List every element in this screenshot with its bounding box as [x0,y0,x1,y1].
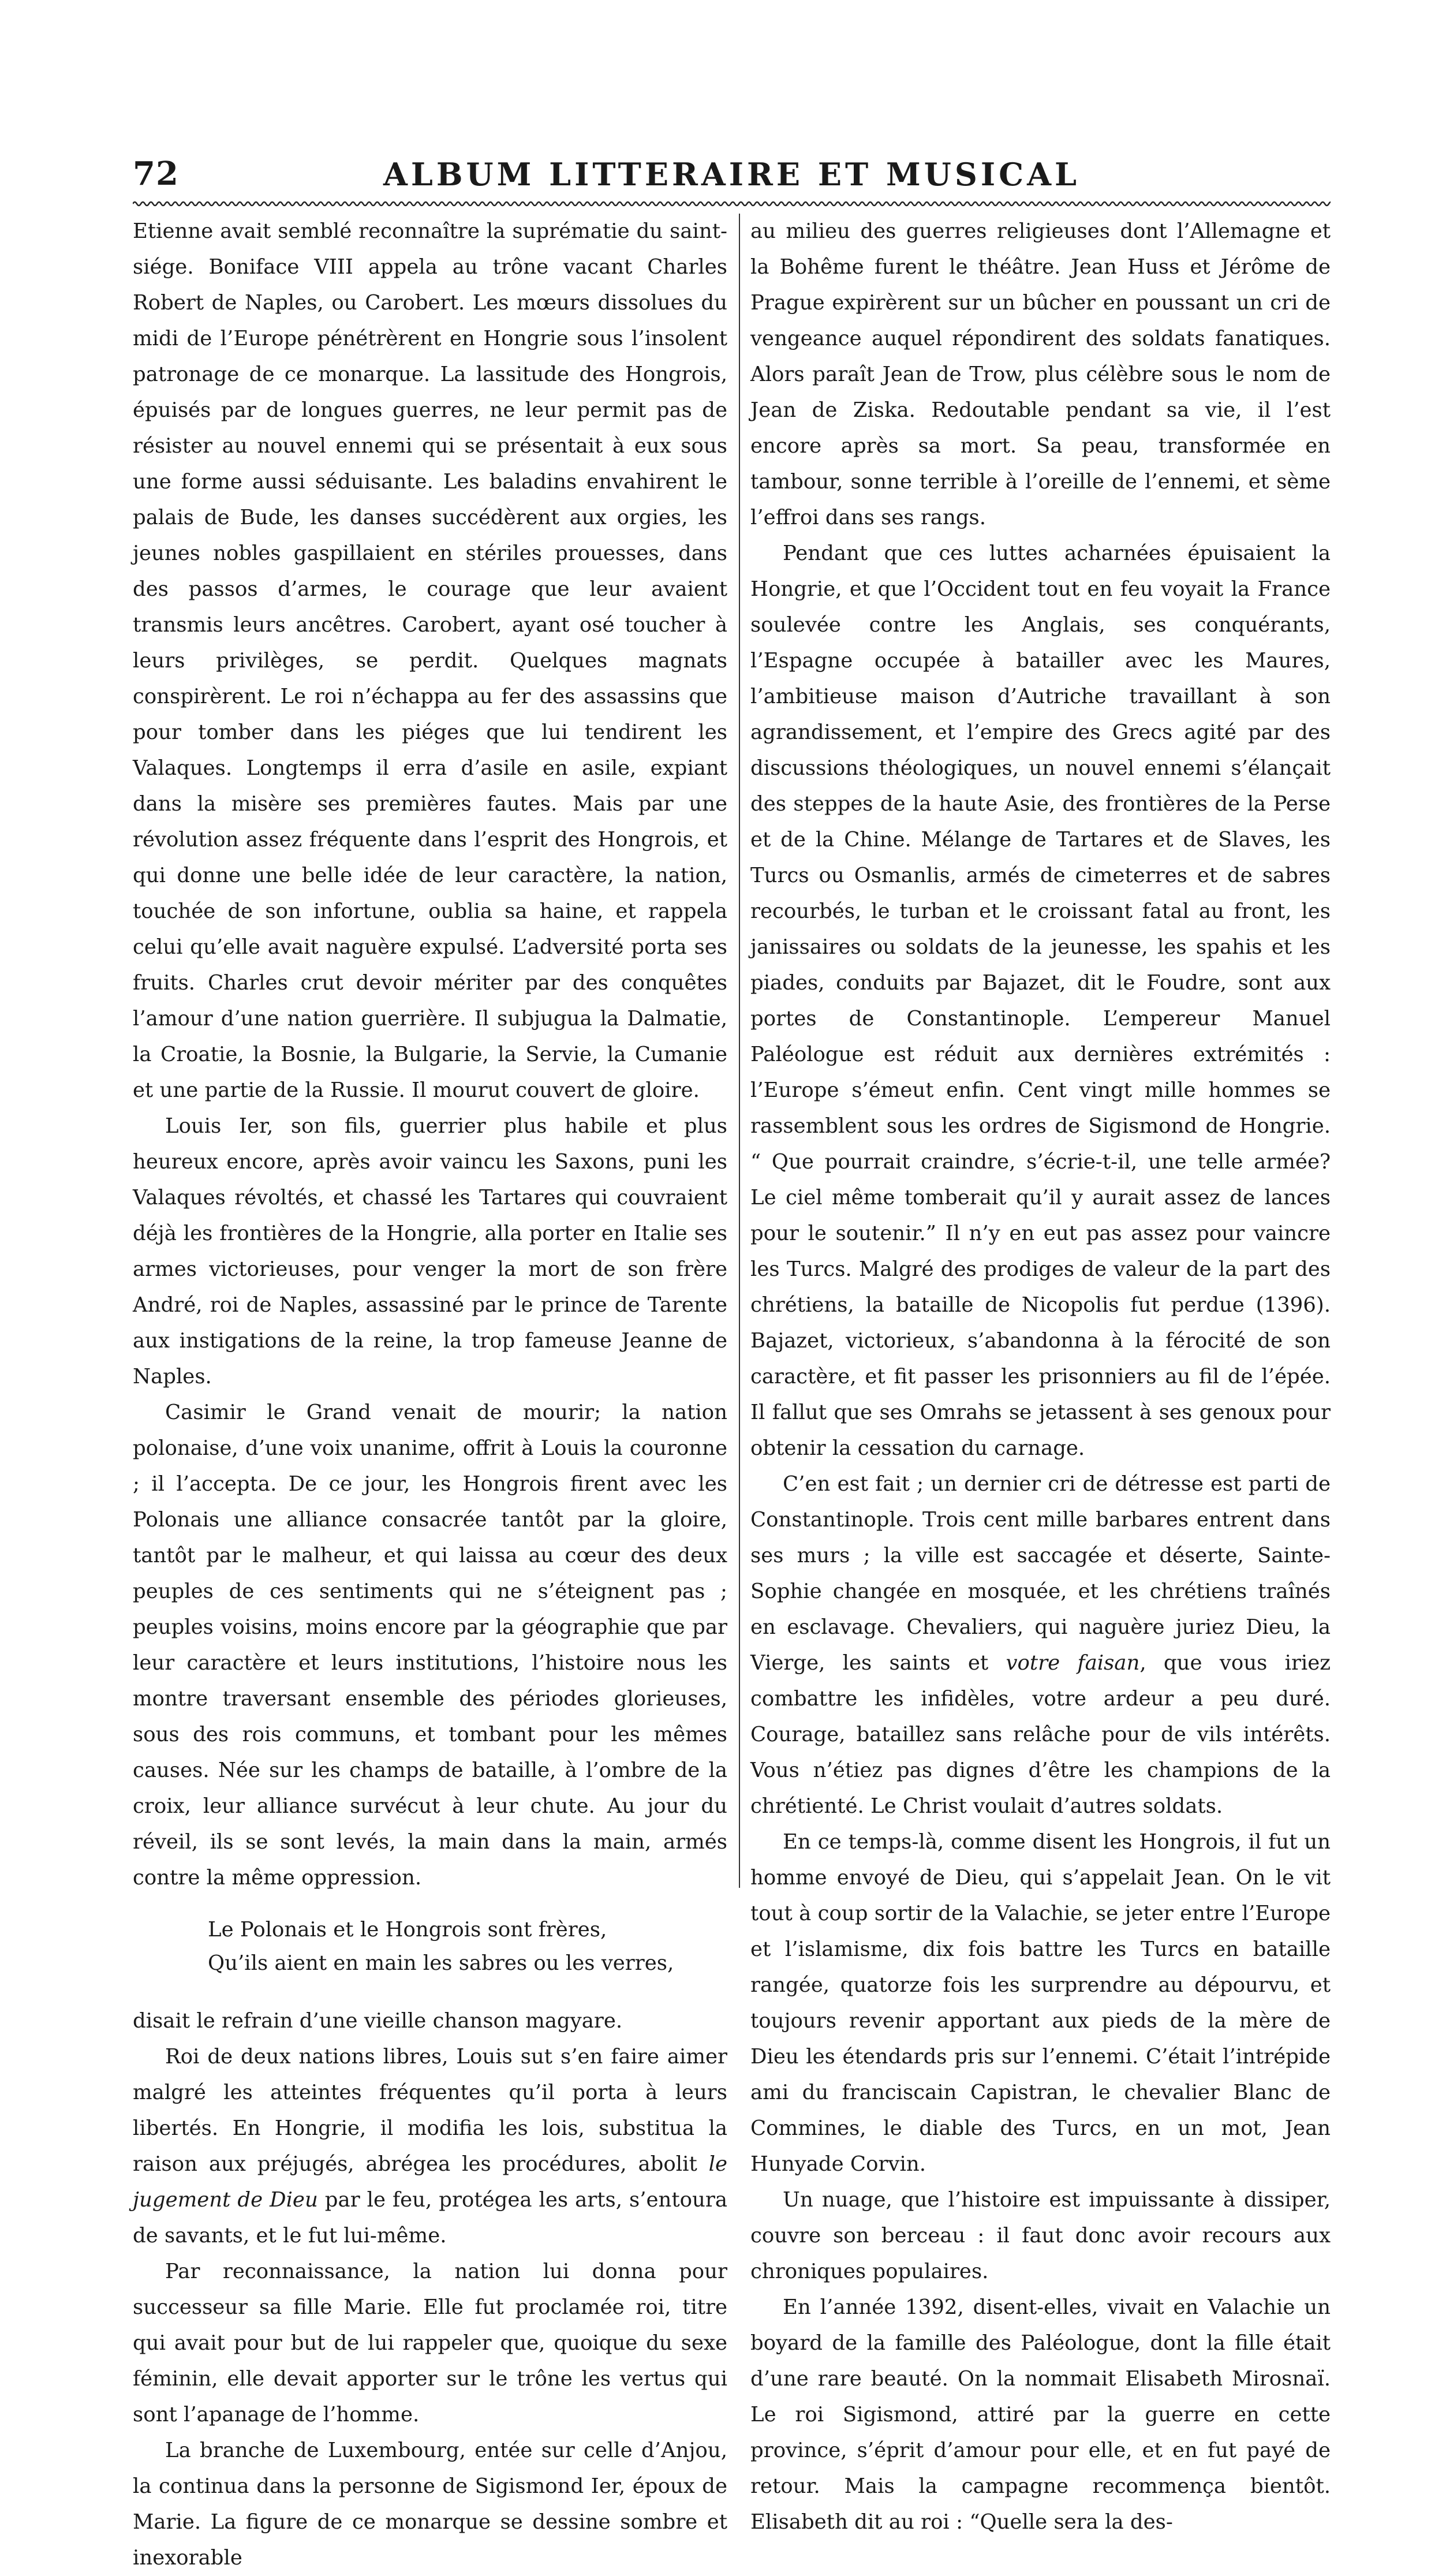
column-divider [739,214,740,1888]
page-number: 72 [133,155,179,193]
verse-quotation [208,1913,727,1980]
page-header [133,155,1331,195]
header-wavy-rule [133,199,1331,208]
paragraph: Louis Ier, son fils, guerrier plus habile et plus heureux encore, après avoir vaincu les Saxons, puni les Valaques révoltés, et chassé les Tartares qui couvraient déjà les frontières de la Hongrie, alla porter en Italie ses armes victorieuses, pour venger la mort de son frère André, roi de Naples, assassiné par le prince de Tarente aux instigations de la reine, la trop fameuse Jeanne de Naples. [133,1114,727,1388]
italic-phrase: votre faisan [1006,1651,1140,1675]
paragraph: Casimir le Grand venait de mourir; la nation polonaise, d’une voix unanime, offrit à Louis la couronne ; il l’accepta. De ce jour, les Hongrois firent avec les Polonais une alliance consacrée tantôt par la gloire, tantôt par le malheur, et qui laissa au cœur des deux peuples de ces sentiments qui ne s’éteignent pas ; peuples voisins, moins encore par la géographie que par leur caractère et leurs institutions, l’histoire nous les montre traversant ensemble des périodes glorieuses, sous des rois communs, et tombant pour les mêmes causes. Née sur les champs de bataille, à l’ombre de la croix, leur alliance survécut à leur chute. Au jour du réveil, ils se sont levés, la main dans la main, armés contre la même oppression. [133,1401,727,1890]
text-run: , que vous iriez combattre les infidèles, votre ardeur a peu duré. Courage, bataillez sans relâche pour de vils intérêts. Vous n’étiez pas dignes d’être les champions de la chrétienté. Le Christ voulait d’autres soldats. [750,1651,1331,1818]
paragraph: Par reconnaissance, la nation lui donna pour successeur sa fille Marie. Elle fut proclamée roi, titre qui avait pour but de lui rappeler que, quoique du sexe féminin, elle devait apporter sur le trône les vertus qui sont l’apanage de l’homme. [133,2260,727,2426]
paragraph: Pendant que ces luttes acharnées épuisaient la Hongrie, et que l’Occident tout en feu voyait la France soulevée contre les Anglais, ses conquérants, l’Espagne occupée à batailler avec les Maures, l’ambitieuse maison d’Autriche travaillant à son agrandissement, et l’empire des Grecs agité par des discussions théologiques, un nouvel ennemi s’élançait des steppes de la haute Asie, des frontières de la Perse et de la Chine. Mélange de Tartares et de Slaves, les Turcs ou Osmanlis, armés de cimeterres et de sabres recourbés, le turban et le croissant fatal au front, les janissaires ou soldats de la jeunesse, les spahis et les piades, conduits par Bajazet, dit le Foudre, sont aux portes de Constantinople. L’empereur Manuel Paléologue est réduit aux dernières extrémités : l’Europe s’émeut enfin. Cent vingt mille hommes se rassemblent sous les ordres de Sigismond de Hongrie. “ Que pourrait craindre, s’écrie-t-il, une telle armée? Le ciel même tomberait qu’il y aurait assez de lances pour le soutenir.” Il n’y en eut pas assez pour vaincre les Turcs. Malgré des prodiges de valeur de la part des chrétiens, la bataille de Nicopolis fut perdue (1396). Bajazet, victorieux, s’abandonna à la férocité de son caractère, et fit passer les prisonniers au fil de l’épée. Il fallut que ses Omrahs se jetassent à ses genoux pour obtenir la cessation du carnage. [750,542,1331,1460]
paragraph: En l’année 1392, disent-elles, vivait en Valachie un boyard de la famille des Paléologue, dont la fille était d’une rare beauté. On la nommait Elisabeth Mirosnaï. Le roi Sigismond, attiré par la guerre en cette province, s’éprit d’amour pour elle, et en fut payé de retour. Mais la campagne recommença bientôt. Elisabeth dit au roi : “Quelle sera la des- [750,2295,1331,2534]
verse-line: Le Polonais et le Hongrois sont frères, [208,1918,607,1942]
paragraph: La branche de Luxembourg, entée sur celle d’Anjou, la continua dans la personne de Sigismond Ier, époux de Marie. La figure de ce monarque se dessine sombre et inexorable [133,2439,727,2570]
running-title: ALBUM LITTERAIRE ET MUSICAL [383,156,1080,193]
italic-phrase: le jugement de Dieu [133,2152,727,2212]
text-run: C’en est fait ; un dernier cri de détresse est parti de Constantinople. Trois cent mille barbares entrent dans ses murs ; la ville est saccagée et déserte, Sainte-Sophie changée en mosquée, et les chrétiens traînés en esclavage. Chevaliers, qui naguère juriez Dieu, la Vierge, les saints et [750,1472,1331,1675]
left-column [133,214,727,2576]
paragraph: En ce temps-là, comme disent les Hongrois, il fut un homme envoyé de Dieu, qui s’appelait Jean. On le vit tout à coup sortir de la Valachie, se jeter entre l’Europe et l’islamisme, dix fois battre les Turcs en bataille rangée, quatorze fois les surprendre au dépourvu, et toujours revenir apportant aux pieds de la mère de Dieu les étendards pris sur l’ennemi. C’était l’intrépide ami du franciscain Capistran, le chevalier Blanc de Commines, le diable des Turcs, en un mot, Jean Hunyade Corvin. [750,1830,1331,2176]
paragraph: disait le refrain d’une vieille chanson magyare. [133,2009,623,2033]
paragraph: au milieu des guerres religieuses dont l’Allemagne et la Bohême furent le théâtre. Jean Huss et Jérôme de Prague expirèrent sur un bûcher en poussant un cri de vengeance auquel répondirent des soldats fanatiques. Alors paraît Jean de Trow, plus célèbre sous le nom de Jean de Ziska. Redoutable pendant sa vie, il l’est encore après sa mort. Sa peau, transformée en tambour, sonne terrible à l’oreille de l’ennemi, et sème l’effroi dans ses rangs. [750,219,1331,529]
right-column [750,214,1331,2540]
text-run: Roi de deux nations libres, Louis sut s’en faire aimer malgré les atteintes fréquentes qu’il porta à leurs libertés. En Hongrie, il modifia les lois, substitua la raison aux préjugés, abrégea les procédures, abolit [133,2045,727,2176]
paragraph: Etienne avait semblé reconnaître la suprématie du saint-siége. Boniface VIII appela au trône vacant Charles Robert de Naples, ou Carobert. Les mœurs dissolues du midi de l’Europe pénétrèrent en Hongrie sous l’insolent patronage de ce monarque. La lassitude des Hongrois, épuisés par de longues guerres, ne leur permit pas de résister au nouvel ennemi qui se présentait à eux sous une forme aussi séduisante. Les baladins envahirent le palais de Bude, les danses succédèrent aux orgies, les jeunes nobles gaspillaient en stériles prouesses, dans des passos d’armes, le courage que leur avaient transmis leurs ancêtres. Carobert, ayant osé toucher à leurs privilèges, se perdit. Quelques magnats conspirèrent. Le roi n’échappa au fer des assassins que pour tomber dans les piéges que lui tendirent les Valaques. Longtemps il erra d’asile en asile, expiant dans la misère ses premières fautes. Mais par une révolution assez fréquente dans l’esprit des Hongrois, et qui donne une belle idée de leur caractère, la nation, touchée de son infortune, oublia sa haine, et rappela celui qu’elle avait naguère expulsé. L’adversité porta ses fruits. Charles crut devoir mériter par des conquêtes l’amour d’une nation guerrière. Il subjugua la Dalmatie, la Croatie, la Bosnie, la Bulgarie, la Servie, la Cumanie et une partie de la Russie. Il mourut couvert de gloire. [133,219,727,1102]
paragraph: Un nuage, que l’histoire est impuissante à dissiper, couvre son berceau : il faut donc avoir recours aux chroniques populaires. [750,2188,1331,2283]
text-run: par le feu, protégea les arts, s’entoura de savants, et le fut lui-même. [133,2188,727,2248]
paragraph [750,1466,1331,1824]
paragraph [133,2039,727,2254]
verse-line: Qu’ils aient en main les sabres ou les verres, [208,1951,674,1975]
